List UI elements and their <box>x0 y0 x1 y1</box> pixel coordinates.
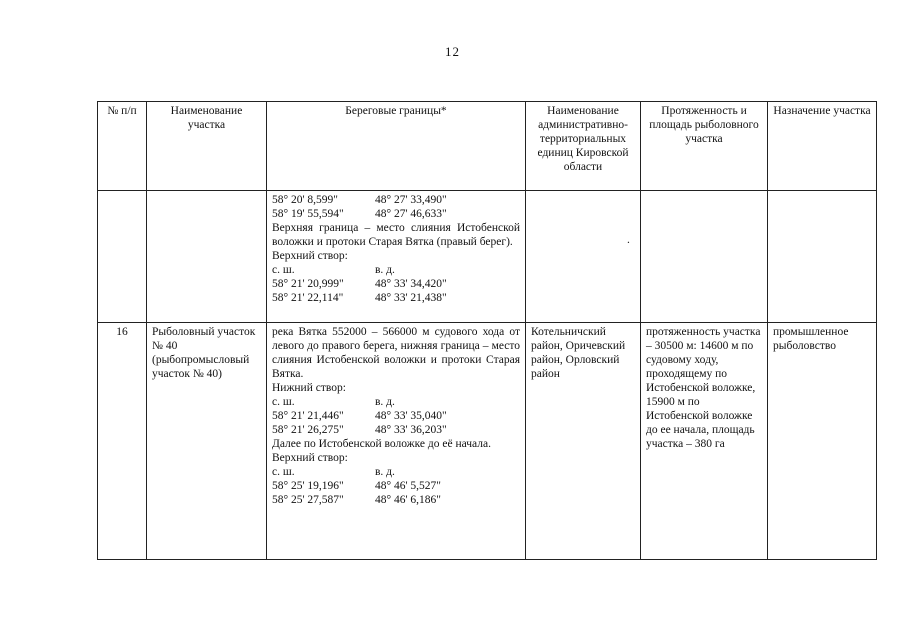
longitude-value: 48° 33' 35,040" <box>375 410 447 422</box>
longitude-value: 48° 46' 5,527" <box>375 480 441 492</box>
coordinate-labels <box>272 465 520 479</box>
longitude-label: в. д. <box>375 264 395 276</box>
upper-border-text: Верхняя граница – место слияния Истобенской воложки и протоки Старая Вятка (правый берег). <box>272 222 520 248</box>
coordinate-labels <box>272 395 520 409</box>
lower-stvor-label: Нижний створ: <box>272 382 346 394</box>
cell-purpose-empty <box>768 191 877 323</box>
longitude-value: 48° 46' 6,186" <box>375 494 441 506</box>
latitude-label: с. ш. <box>272 466 295 478</box>
further-text: Далее по Истобенской воложке до её начала. <box>272 438 491 450</box>
coordinate-pair <box>272 277 520 291</box>
longitude-value: 48° 27' 33,490" <box>375 194 447 206</box>
fishing-areas-table <box>97 101 877 560</box>
longitude-value: 48° 33' 21,438" <box>375 292 447 304</box>
coordinate-pair <box>272 291 520 305</box>
latitude-label: с. ш. <box>272 396 295 408</box>
longitude-label: в. д. <box>375 466 395 478</box>
latitude-value: 58° 21' 20,999" <box>272 278 344 290</box>
coordinate-pair <box>272 479 520 493</box>
latitude-value: 58° 25' 27,587" <box>272 494 344 506</box>
longitude-label: в. д. <box>375 396 395 408</box>
page-number: 12 <box>445 44 460 59</box>
longitude-value: 48° 27' 46,633" <box>375 208 447 220</box>
cell-number-empty <box>98 191 147 323</box>
cell-length-area: протяженность участка – 30500 м: 14600 м по судовому ходу, проходящему по Истобенской воложке, 15900 м по Истобенской воложке до ее начала, площадь участка – 380 га <box>641 323 768 560</box>
latitude-value: 58° 20' 8,599" <box>272 194 338 206</box>
coordinate-pair <box>272 193 520 207</box>
latitude-value: 58° 21' 21,446" <box>272 410 344 422</box>
header-shore-borders: Береговые границы* <box>267 102 526 191</box>
upper-stvor-label: Верхний створ: <box>272 452 348 464</box>
longitude-value: 48° 33' 36,203" <box>375 424 447 436</box>
cell-purpose: промышленное рыболовство <box>768 323 877 560</box>
header-admin-units: Наименование административно-территориальных единиц Кировской области <box>526 102 641 191</box>
admin-mark: . <box>627 234 630 246</box>
header-area-name: Наименование участка <box>147 102 267 191</box>
coordinate-pair <box>272 207 520 221</box>
cell-number: 16 <box>98 323 147 560</box>
cell-name-empty <box>147 191 267 323</box>
cell-length-empty <box>641 191 768 323</box>
borders-description: река Вятка 552000 – 566000 м судового хода от левого до правого берега, нижняя граница – место слияния Истобенской воложки и протоки Старая Вятка. <box>272 326 520 380</box>
coordinate-pair <box>272 423 520 437</box>
latitude-label: с. ш. <box>272 264 295 276</box>
cell-shore-borders <box>267 323 526 560</box>
coordinate-pair <box>272 493 520 507</box>
table-row-16 <box>98 323 877 560</box>
latitude-value: 58° 21' 22,114" <box>272 292 344 304</box>
table-header-row <box>98 102 877 191</box>
longitude-value: 48° 33' 34,420" <box>375 278 447 290</box>
latitude-value: 58° 19' 55,594" <box>272 208 344 220</box>
header-number: № п/п <box>98 102 147 191</box>
cell-admin-units: Котельничский район, Оричевский район, Орловский район <box>526 323 641 560</box>
cell-area-name: Рыболовный участок № 40 (рыбопромысловый участок № 40) <box>147 323 267 560</box>
header-length-area: Протяженность и площадь рыболовного участка <box>641 102 768 191</box>
header-purpose: Назначение участка <box>768 102 877 191</box>
table-row-continued <box>98 191 877 323</box>
cell-admin-continued <box>526 191 641 323</box>
latitude-value: 58° 21' 26,275" <box>272 424 344 436</box>
cell-borders-continued <box>267 191 526 323</box>
coordinate-labels <box>272 263 520 277</box>
latitude-value: 58° 25' 19,196" <box>272 480 344 492</box>
upper-stvor-label: Верхний створ: <box>272 250 348 262</box>
coordinate-pair <box>272 409 520 423</box>
